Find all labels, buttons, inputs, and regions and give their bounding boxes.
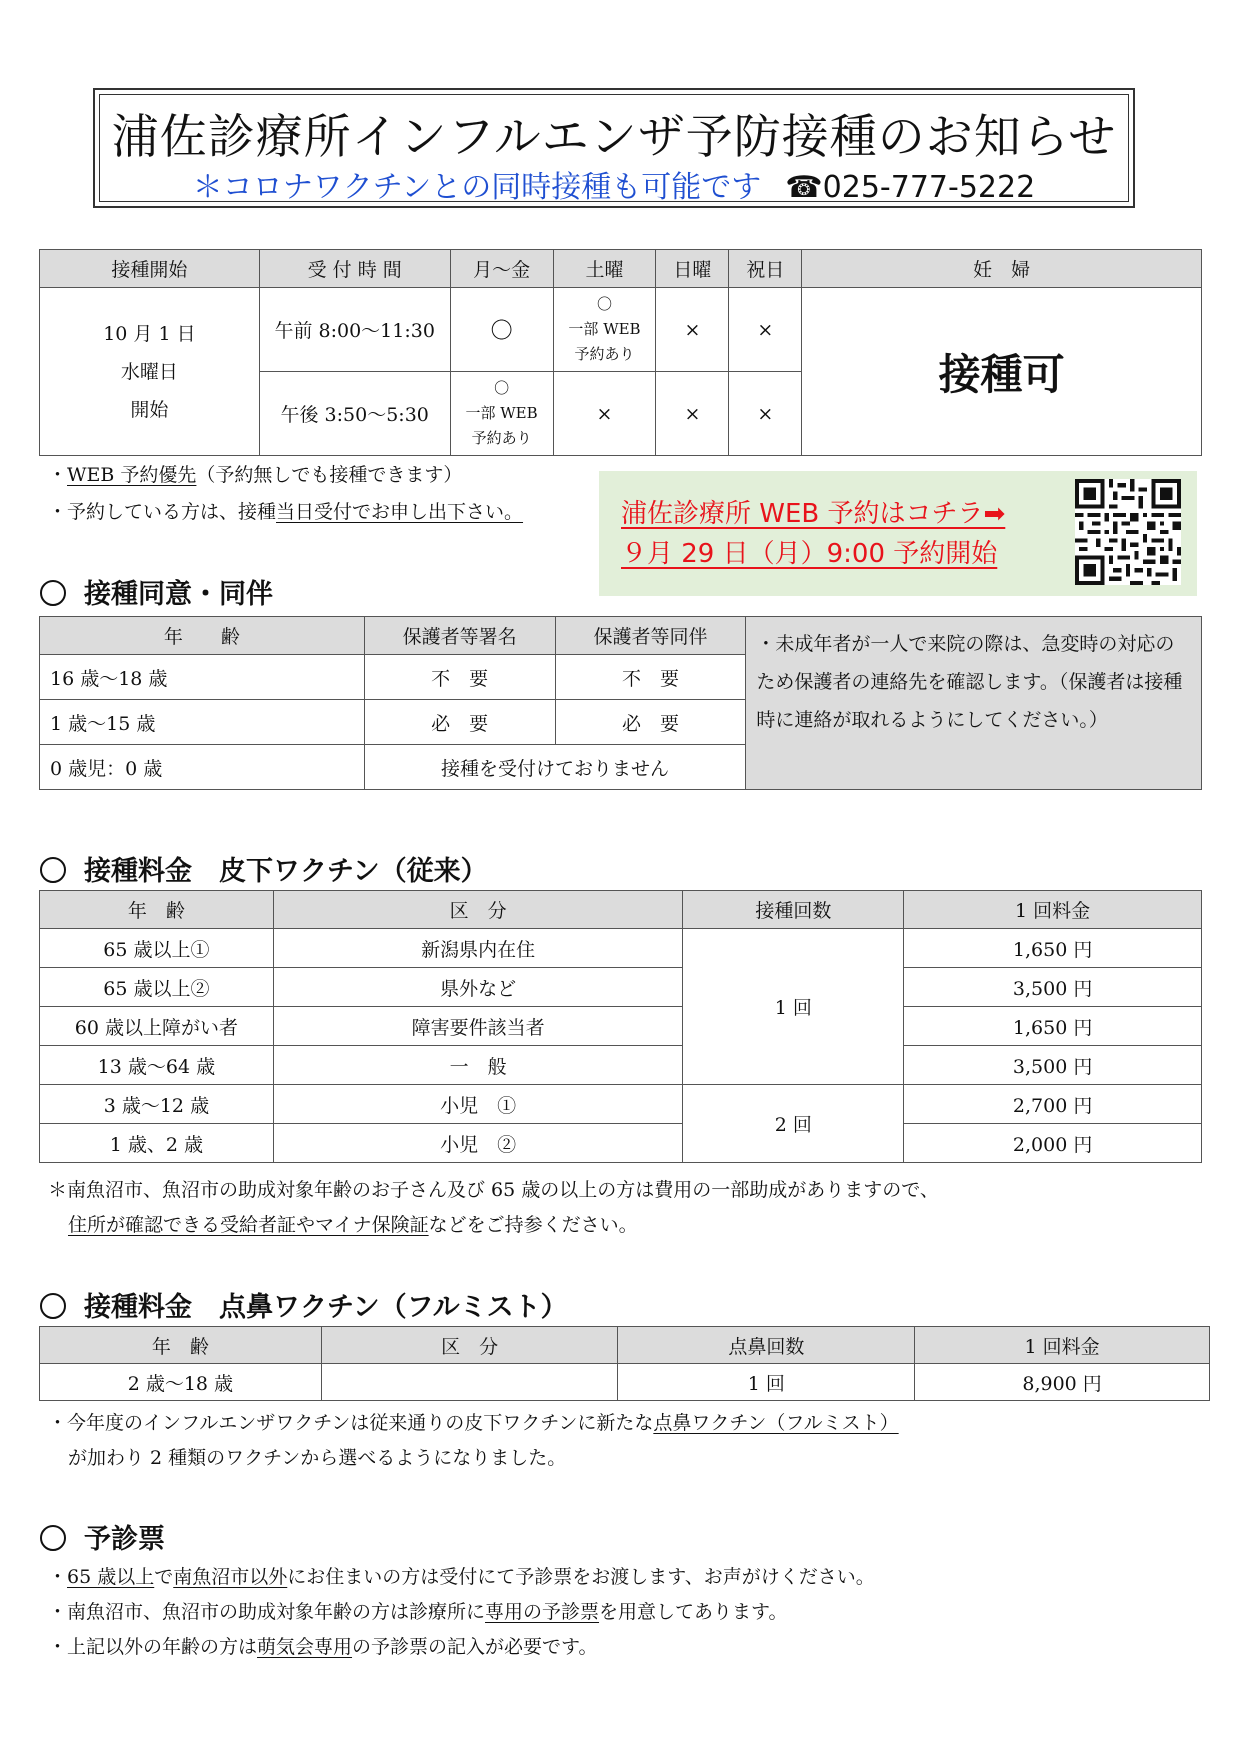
nasal-note-1: ・今年度のインフルエンザワクチンは従来通りの皮下ワクチンに新たな点鼻ワクチン（フルミスト）	[48, 1412, 899, 1434]
consent-accompany: 必 要	[555, 700, 746, 745]
start-date: 10 月 1 日	[103, 322, 196, 345]
section-heading-consent: 接種同意・同伴	[40, 572, 273, 611]
consent-header: 保護者等署名	[364, 617, 555, 655]
fee-header: 年 齢	[40, 891, 274, 929]
fee-count: 1 回	[683, 929, 904, 1085]
schedule-header: 祝日	[729, 250, 802, 288]
start-label: 開始	[130, 398, 169, 421]
fee-age: 1 歳、2 歳	[40, 1124, 274, 1163]
am-saturday-mark: 〇	[597, 295, 613, 313]
pm-weekday-note: 予約あり	[471, 429, 532, 447]
circle-bullet-icon	[40, 580, 66, 606]
questionnaire-line-2: ・南魚沼市、魚沼市の助成対象年齢の方は診療所に専用の予診票を用意してあります。	[48, 1601, 788, 1623]
start-day: 水曜日	[120, 360, 178, 383]
schedule-header: 受 付 時 間	[259, 250, 450, 288]
nasal-note-2: が加わり 2 種類のワクチンから選べるようになりました。	[68, 1447, 567, 1469]
nasal-price: 8,900 円	[915, 1364, 1210, 1401]
web-reservation-box[interactable]	[599, 471, 1197, 596]
title-box	[93, 88, 1135, 208]
fee-header: 区 分	[273, 891, 683, 929]
fee-header: 接種回数	[683, 891, 904, 929]
fee-category: 小児 ②	[273, 1124, 683, 1163]
fee-header: 1 回料金	[904, 891, 1202, 929]
nasal-count: 1 回	[618, 1364, 915, 1401]
fee-price: 1,650 円	[904, 929, 1202, 968]
telephone-icon: ☎	[785, 170, 823, 205]
nasal-header: 年 齢	[40, 1327, 322, 1364]
nasal-header: 点鼻回数	[618, 1327, 915, 1364]
fee-price: 2,700 円	[904, 1085, 1202, 1124]
fee-category: 県外など	[273, 968, 683, 1007]
title-subtitle	[95, 162, 1133, 206]
subsidy-note-2: 住所が確認できる受給者証やマイナ保険証などをご持参ください。	[68, 1214, 638, 1236]
note-web-priority: ・WEB 予約優先（予約無しでも接種できます）	[48, 464, 463, 486]
am-saturday-note: 一部 WEB	[568, 320, 641, 338]
consent-accompany: 不 要	[555, 655, 746, 700]
schedule-header: 妊 婦	[802, 250, 1202, 288]
fee-price: 3,500 円	[904, 1046, 1202, 1085]
section-heading-subcutaneous-fee: 接種料金 皮下ワクチン（従来）	[40, 849, 488, 888]
reserved-underlined: 当日受付でお申し出下さい。	[276, 501, 524, 523]
nasal-header: 1 回料金	[915, 1327, 1210, 1364]
am-saturday	[553, 288, 656, 372]
pm-sunday: ×	[656, 372, 729, 456]
am-weekday: 〇	[450, 288, 553, 372]
fee-age: 13 歳～64 歳	[40, 1046, 274, 1085]
fee-category: 新潟県内在住	[273, 929, 683, 968]
fee-age: 65 歳以上②	[40, 968, 274, 1007]
schedule-header: 土曜	[553, 250, 656, 288]
consent-not-accepted: 接種を受付けておりません	[364, 745, 746, 790]
nasal-age: 2 歳～18 歳	[40, 1364, 322, 1401]
schedule-header: 接種開始	[40, 250, 260, 288]
covid-note: ＊コロナワクチンとの同時接種も可能です	[192, 170, 762, 205]
fee-age: 60 歳以上障がい者	[40, 1007, 274, 1046]
subsidy-note: ＊南魚沼市、魚沼市の助成対象年齢のお子さん及び 65 歳の以上の方は費用の一部助成がありますので、	[48, 1179, 939, 1201]
nasal-fee-table	[39, 1326, 1210, 1401]
am-saturday-note: 予約あり	[574, 345, 635, 363]
consent-age: 16 歳～18 歳	[40, 655, 365, 700]
questionnaire-line-1: ・65 歳以上で南魚沼市以外にお住まいの方は受付にて予診票をお渡します、お声がけください。	[48, 1566, 875, 1588]
web-reservation-link[interactable]: 浦佐診療所 WEB 予約はコチラ➡	[621, 499, 1006, 529]
consent-age: 1 歳～15 歳	[40, 700, 365, 745]
circle-bullet-icon	[40, 857, 66, 883]
pm-time: 午後 3:50～5:30	[259, 372, 450, 456]
nasal-header: 区 分	[321, 1327, 618, 1364]
fee-category: 障害要件該当者	[273, 1007, 683, 1046]
section-heading-nasal-fee: 接種料金 点鼻ワクチン（フルミスト）	[40, 1285, 568, 1324]
consent-header: 保護者等同伴	[555, 617, 746, 655]
fee-category: 一 般	[273, 1046, 683, 1085]
consent-table	[39, 616, 1202, 790]
note-reserved: ・予約している方は、接種当日受付でお申し出下さい。	[48, 501, 524, 523]
am-holiday: ×	[729, 288, 802, 372]
fee-age: 65 歳以上①	[40, 929, 274, 968]
consent-sign: 必 要	[364, 700, 555, 745]
consent-sign: 不 要	[364, 655, 555, 700]
fee-price: 2,000 円	[904, 1124, 1202, 1163]
fee-price: 1,650 円	[904, 1007, 1202, 1046]
consent-header: 年 齢	[40, 617, 365, 655]
subcutaneous-fee-table	[39, 890, 1202, 1163]
nasal-vaccine-underlined: 点鼻ワクチン（フルミスト）	[653, 1412, 899, 1434]
pm-weekday-mark: 〇	[494, 379, 510, 397]
schedule-header: 月～金	[450, 250, 553, 288]
fee-age: 3 歳～12 歳	[40, 1085, 274, 1124]
pm-weekday-note: 一部 WEB	[465, 404, 538, 422]
fee-price: 3,500 円	[904, 968, 1202, 1007]
circle-bullet-icon	[40, 1293, 66, 1319]
section-heading-questionnaire: 予診票	[40, 1517, 165, 1556]
consent-age: 0 歳児：0 歳	[40, 745, 365, 790]
subsidy-docs-underlined: 住所が確認できる受給者証やマイナ保険証	[68, 1214, 429, 1236]
circle-bullet-icon	[40, 1525, 66, 1551]
pm-saturday: ×	[553, 372, 656, 456]
phone-number: 025-777-5222	[822, 170, 1036, 205]
page-title: 浦佐診療所インフルエンザ予防接種のお知らせ	[111, 110, 1117, 165]
start-cell	[40, 288, 260, 456]
am-sunday: ×	[656, 288, 729, 372]
nasal-category	[321, 1364, 618, 1401]
qr-code-icon[interactable]	[1075, 479, 1181, 585]
schedule-table	[39, 249, 1202, 456]
am-time: 午前 8:00～11:30	[259, 288, 450, 372]
schedule-header: 日曜	[656, 250, 729, 288]
questionnaire-line-3: ・上記以外の年齢の方は萌気会専用の予診票の記入が必要です。	[48, 1636, 598, 1658]
fee-category: 小児 ①	[273, 1085, 683, 1124]
pm-holiday: ×	[729, 372, 802, 456]
web-priority-underlined: WEB 予約優先	[67, 464, 197, 486]
pregnant-cell: 接種可	[802, 288, 1202, 456]
reservation-start-date: ９月 29 日（月）9:00 予約開始	[621, 539, 998, 569]
pm-weekday	[450, 372, 553, 456]
consent-note: ・未成年者が一人で来院の際は、急変時の対応のため保護者の連絡先を確認します。（保護者は接種時に連絡が取れるようにしてください。）	[746, 617, 1202, 790]
phone-line	[785, 170, 1035, 205]
fee-count: 2 回	[683, 1085, 904, 1163]
